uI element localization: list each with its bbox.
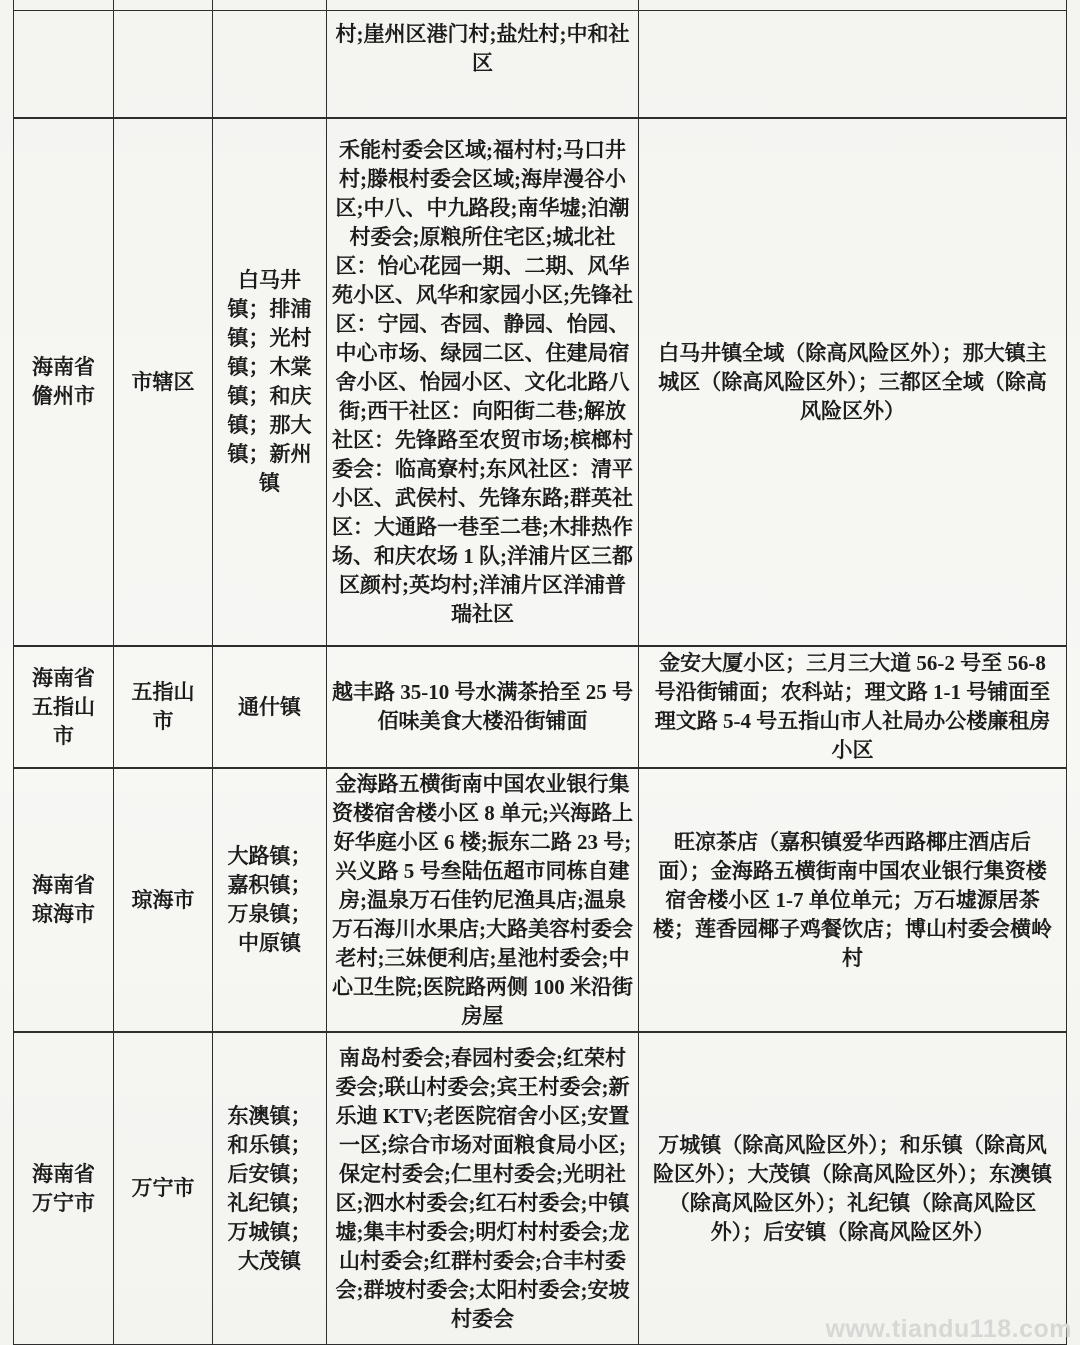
table-row-wuzhishan (14, 646, 1067, 768)
mid-risk-areas-continuation-cell: 村;崖州区港门村;盐灶村;中和社区 (327, 11, 639, 119)
clipped-top-row (14, 0, 1067, 11)
low-risk-areas-cell: 万城镇（除高风险区外）；和乐镇（除高风险区外）；大茂镇（除高风险区外）；东澳镇（除高风险区外）；礼纪镇（除高风险区外）；后安镇（除高风险区外） (639, 1032, 1067, 1345)
empty-cell (639, 0, 1067, 11)
mid-risk-areas-cell: 越丰路 35-10 号水满茶拾至 25 号佰味美食大楼沿街铺面 (327, 646, 639, 768)
table-row-wanning (14, 1032, 1067, 1345)
low-risk-areas-cell: 白马井镇全域（除高风险区外）；那大镇主城区（除高风险区外）；三都区全域（除高风险区外） (639, 118, 1067, 646)
empty-cell (213, 0, 327, 11)
empty-cell (213, 11, 327, 119)
towns-cell: 白马井镇；排浦镇；光村镇；木棠镇；和庆镇；那大镇；新州镇 (213, 118, 327, 646)
table-row-qionghai (14, 768, 1067, 1032)
watermark: www.tiandu118.com (825, 1315, 1072, 1343)
towns-cell: 东澳镇；和乐镇；后安镇；礼纪镇；万城镇；大茂镇 (213, 1032, 327, 1345)
province-cell: 海南省五指山市 (14, 646, 114, 768)
city-cell: 五指山市 (114, 646, 213, 768)
province-cell: 海南省万宁市 (14, 1032, 114, 1345)
towns-cell: 通什镇 (213, 646, 327, 768)
low-risk-areas-cell: 旺凉茶店（嘉积镇爱华西路椰庄酒店后面）；金海路五横街南中国农业银行集资楼宿舍楼小区 1-7 单位单元；万石墟源居茶楼；莲香园椰子鸡餐饮店；博山村委会横岭村 (639, 768, 1067, 1032)
city-cell: 万宁市 (114, 1032, 213, 1345)
province-cell: 海南省儋州市 (14, 118, 114, 646)
risk-area-table (13, 0, 1067, 1345)
continuation-row (14, 11, 1067, 119)
empty-cell (14, 11, 114, 119)
empty-cell (14, 0, 114, 11)
empty-cell (114, 11, 213, 119)
empty-cell (114, 0, 213, 11)
empty-cell (639, 11, 1067, 119)
table-row-danzhou (14, 118, 1067, 646)
towns-cell: 大路镇；嘉积镇；万泉镇；中原镇 (213, 768, 327, 1032)
low-risk-areas-cell: 金安大厦小区；三月三大道 56-2 号至 56-8 号沿街铺面；农科站；理文路 1-1 号铺面至理文路 5-4 号五指山市人社局办公楼廉租房小区 (639, 646, 1067, 768)
empty-cell (327, 0, 639, 11)
mid-risk-areas-cell: 南岛村委会;春园村委会;红荣村委会;联山村委会;宾王村委会;新乐迪 KTV;老医院宿舍小区;安置一区;综合市场对面粮食局小区;保定村委会;仁里村委会;光明社区;泗水村委会;红石村委会;中镇墟;集丰村委会;明灯村村委会;龙山村委会;红群村委会;合丰村委会;群坡村委会;太阳村委会;安坡村委会 (327, 1032, 639, 1345)
city-cell: 琼海市 (114, 768, 213, 1032)
city-cell: 市辖区 (114, 118, 213, 646)
mid-risk-areas-cell: 金海路五横街南中国农业银行集资楼宿舍楼小区 8 单元;兴海路上好华庭小区 6 楼;振东二路 23 号;兴义路 5 号叁陆伍超市同栋自建房;温泉万石佳钓尼渔具店;温泉万石海川水果店;大路美容村委会老村;三妹便利店;星池村委会;中心卫生院;医院路两侧 100 米沿街房屋 (327, 768, 639, 1032)
mid-risk-areas-cell: 禾能村委会区域;福村村;马口井村;滕根村委会区域;海岸漫谷小区;中八、中九路段;南华墟;泊潮村委会;原粮所住宅区;城北社区：怡心花园一期、二期、风华苑小区、风华和家园小区;先锋社区：宁园、杏园、静园、怡园、中心市场、绿园二区、住建局宿舍小区、怡园小区、文化北路八街;西干社区：向阳街二巷;解放社区：先锋路至农贸市场;槟榔村委会：临高寮村;东风社区：清平小区、武侯村、先锋东路;群英社区：大通路一巷至二巷;木排热作场、和庆农场 1 队;洋浦片区三都区颜村;英均村;洋浦片区洋浦普瑞社区 (327, 118, 639, 646)
province-cell: 海南省琼海市 (14, 768, 114, 1032)
